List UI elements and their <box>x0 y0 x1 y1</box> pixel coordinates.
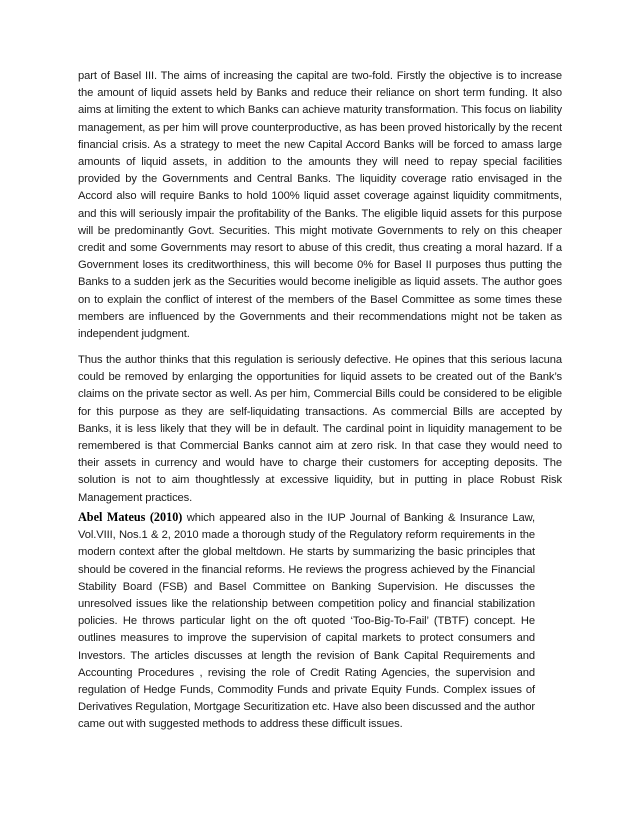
paragraph-basel-liquidity: part of Basel III. The aims of increasing the capital are two-fold. Firstly the objective is to increase the amount of liquid assets held by Banks and reduce their reliance on short term funding. It also aims at limiting the extent to which Banks can achieve maturity transformation. This focus on liability management, as per him will prove counterproductive, as has been proved historically by the recent financial crisis. As a strategy to meet the new Capital Accord Banks will be forced to amass large amounts of liquid assets, in addition to the amounts they will need to repay special facilities provided by the Governments and Central Banks. The liquidity coverage ratio envisaged in the Accord also will require Banks to hold 100% liquid asset coverage against liquidity commitments, and this will seriously impair the profitability of the Banks. The eligible liquid assets for this purpose will be predominantly Govt. Securities. This might motivate Governments to rely on this cheaper credit and some Governments may resort to abuse of this credit, thus creating a moral hazard. If a Government loses its creditworthiness, this will become 0% for Basel II purposes thus putting the Banks to a sudden jerk as the Securities would become ineligible as liquid assets. The author goes on to explain the conflict of interest of the members of the Basel Committee as some times these members are influenced by the Governments and their recommendations might not be taken as independent judgment. <box>78 70 562 341</box>
paragraph-abel-mateus <box>78 509 535 734</box>
author-citation: Abel Mateus (2010) <box>78 510 183 524</box>
paragraph-author-opinion: Thus the author thinks that this regulation is seriously defective. He opines that this serious lacuna could be removed by enlarging the opportunities for liquid assets to be created out of the Bank’s claims on the private sector as well. As per him, Commercial Bills could be considered to be eligible for this purpose as they are self-liquidating transactions. As commercial Bills are accepted by Banks, it is less likely that they will be in default. The cardinal point in liquidity management to be remembered is that Commercial Banks cannot aim at zero risk. In that case they would need to their assets in currency and would have to charge their customers for accepting deposits. The solution is not to aim thoughtlessly at excessive liquidity, but in putting in place Robust Risk Management practices. <box>78 354 562 504</box>
paragraph-abel-mateus-body: which appeared also in the IUP Journal of Banking & Insurance Law, Vol.VIII, Nos.1 & 2, 2010 made a thorough study of the Regulatory reform requirements in the modern context after the global meltdown. He starts by summarizing the basic principles that should be covered in the financial reforms. He reviews the progress achieved by the Financial Stability Board (FSB) and Basel Committee on Banking Supervision. He discusses the unresolved issues like the relationship between competition policy and financial stabilization policies. He throws particular light on the oft quoted ‘Too-Big-To-Fail’ (TBTF) concept. He outlines measures to improve the supervision of capital markets to protect consumers and Investors. The articles discusses at length the revision of Bank Capital Requirements and Accounting Procedures , revising the role of Credit Rating Agencies, the supervision and regulation of Hedge Funds, Commodity Funds and private Equity Funds. Complex issues of Derivatives Regulation, Mortgage Securitization etc. Have also been discussed and the author came out with suggested methods to address these difficult issues. <box>78 512 535 731</box>
